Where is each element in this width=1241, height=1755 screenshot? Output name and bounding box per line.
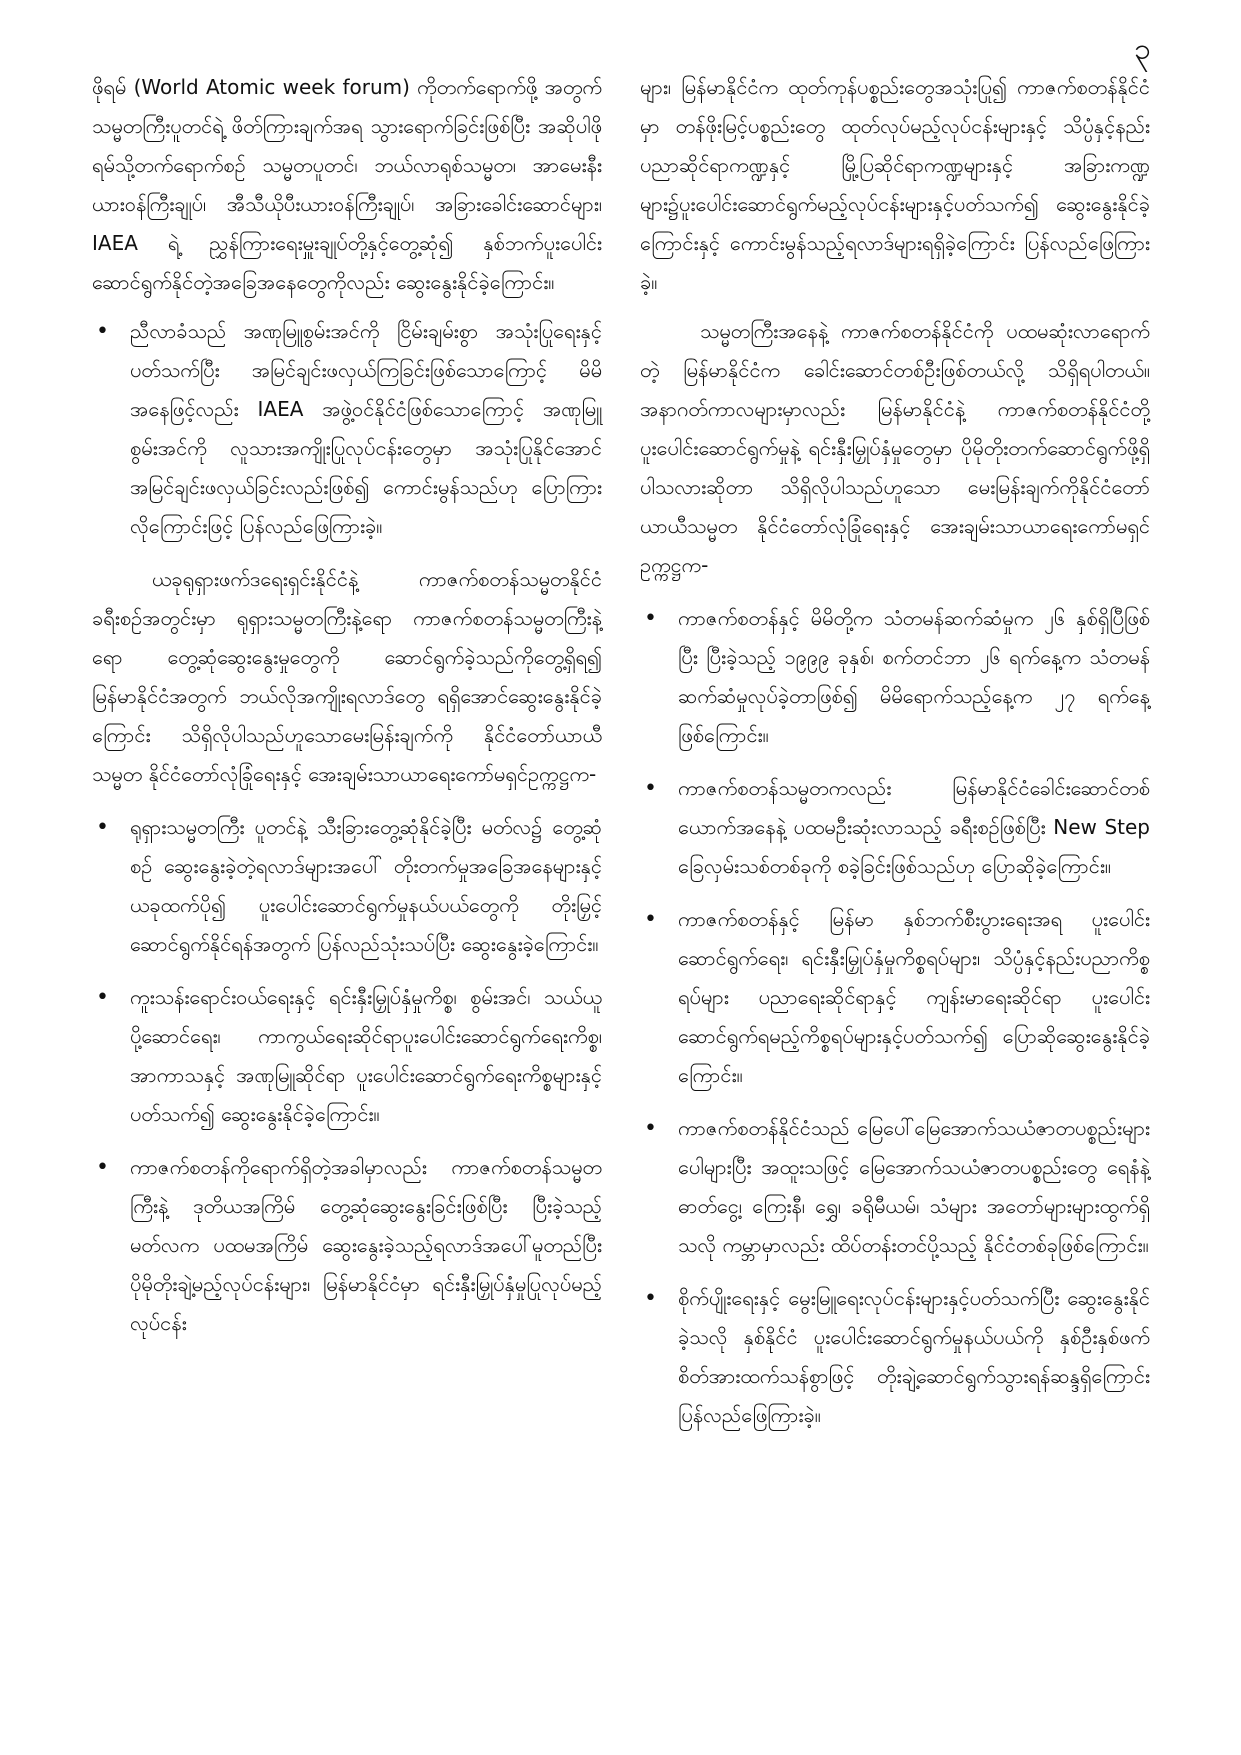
list-item	[640, 599, 1150, 755]
right-column	[640, 68, 1150, 1449]
paragraph-continued: များ၊ မြန်မာနိုင်ငံက ထုတ်ကုန်ပစ္စည်းတွေအသုံးပြု၍ ကာဇက်စတန်နိုင်ငံမှာ တန်ဖိုးမြင့်ပစ္စည်းတွေ ထုတ်လုပ်မည့်လုပ်ငန်းများနှင့် သိပ္ပံနှင့်နည်းပညာဆိုင်ရာကဏ္ဍနှင့် မြို့ပြဆိုင်ရာကဏ္ဍများနှင့် အခြားကဏ္ဍများ၌ပူးပေါင်းဆောင်ရွက်မည့်လုပ်ငန်းများနှင့်ပတ်သက်၍ ဆွေးနွေးနိုင်ခဲ့ကြောင်းနှင့် ကောင်းမွန်သည့်ရလာဒ်များရရှိခဲ့ကြောင်း ပြန်လည်ဖြေကြားခဲ့။	[640, 75, 1150, 294]
paragraph-continued: ဖိုရမ် (World Atomic week forum) ကိုတက်ရောက်ဖို့ အတွက် သမ္မတကြီးပူတင်ရဲ့ ဖိတ်ကြားချက်အရ သွားရောက်ခြင်းဖြစ်ပြီး အဆိုပါဖိုရမ်သို့တက်ရောက်စဉ် သမ္မတပူတင်၊ ဘယ်လာရုစ်သမ္မတ၊ အာမေးနီးယားဝန်ကြီးချုပ်၊ အီသီယိုပီးယားဝန်ကြီးချုပ်၊ အခြားခေါင်းဆောင်များ၊ IAEA ရဲ့ ညွှန်ကြားရေးမှူးချုပ်တို့နှင့်တွေ့ဆုံ၍ နှစ်ဘက်ပူးပေါင်းဆောင်ရွက်နိုင်တဲ့အခြေအနေတွေကိုလည်း ဆွေးနွေးနိုင်ခဲ့ကြောင်း။	[92, 75, 602, 294]
bullet-icon: •	[644, 606, 657, 631]
bullet-icon: •	[644, 1116, 657, 1141]
list-item	[640, 769, 1150, 886]
list-item-text: ကာဇက်စတန်နှင့် မိမိတို့က သံတမန်ဆက်ဆံမှုက ၂၆ နှစ်ရှိပြီဖြစ်ပြီး ပြီးခဲ့သည့် ၁၉၉၉ ခုနှစ်၊ စက်တင်ဘာ ၂၆ ရက်နေ့က သံတမန်ဆက်ဆံမှုလုပ်ခဲ့တာဖြစ်၍ မိမိရောက်သည့်နေ့က ၂၇ ရက်နေ့ဖြစ်ကြောင်း။	[678, 606, 1150, 747]
list-item-text: စိုက်ပျိုးရေးနှင့် မွေးမြူရေးလုပ်ငန်းများနှင့်ပတ်သက်ပြီး ဆွေးနွေးနိုင်ခဲ့သလို နှစ်နိုင်ငံ ပူးပေါင်းဆောင်ရွက်မှုနယ်ပယ်ကို နှစ်ဦးနှစ်ဖက် စိတ်အားထက်သန်စွာဖြင့် တိုးချဲ့ဆောင်ရွက်သွားရန်ဆန္ဒရှိကြောင်း ပြန်လည်ဖြေကြားခဲ့။	[678, 1286, 1150, 1427]
bullet-icon: •	[96, 815, 109, 840]
page-number: ၃	[1134, 32, 1151, 67]
list-item	[640, 1109, 1150, 1265]
list-item-text: ကာဇက်စတန်နိုင်ငံသည် မြေပေါ်မြေအောက်သယံဇာတပစ္စည်းများပေါများပြီး အထူးသဖြင့် မြေအောက်သယံဇာတပစ္စည်းတွေ ရေနံနဲ့ဓာတ်ငွေ့၊ ကြေးနီ၊ ရွှေ၊ ခရိုမီယမ်၊ သံများ အတော်များများထွက်ရှိသလို ကမ္ဘာမှာလည်း ထိပ်တန်းတင်ပို့သည့် နိုင်ငံတစ်ခုဖြစ်ကြောင်း။	[678, 1116, 1150, 1257]
list-item-text: ရုရှားသမ္မတကြီး ပူတင်နဲ့ သီးခြားတွေ့ဆုံနိုင်ခဲ့ပြီး မတ်လ၌ တွေ့ဆုံစဉ် ဆွေးနွေးခဲ့တဲ့ရလာဒ်များအပေါ် တိုးတက်မှုအခြေအနေများနှင့် ယခုထက်ပို၍ ပူးပေါင်းဆောင်ရွက်မှုနယ်ပယ်တွေကို တိုးမြှင့်ဆောင်ရွက်နိုင်ရန်အတွက် ပြန်လည်သုံးသပ်ပြီး ဆွေးနွေးခဲ့ကြောင်း။	[130, 815, 602, 956]
list-item-text: ကာဇက်စတန်နှင့် မြန်မာ နှစ်ဘက်စီးပွားရေးအရ ပူးပေါင်းဆောင်ရွက်ရေး၊ ရင်းနှီးမြှုပ်နှံမှုကိစ္စရပ်များ၊ သိပ္ပံနှင့်နည်းပညာကိစ္စရပ်များ ပညာရေးဆိုင်ရာနှင့် ကျန်းမာရေးဆိုင်ရာ ပူးပေါင်းဆောင်ရွက်ရမည့်ကိစ္စရပ်များနှင့်ပတ်သက်၍ ပြောဆိုဆွေးနွေးနိုင်ခဲ့ကြောင်း။	[678, 907, 1150, 1087]
bullet-list	[92, 808, 602, 1343]
bullet-icon: •	[96, 985, 109, 1010]
list-item	[92, 312, 602, 546]
list-item	[92, 1148, 602, 1343]
list-item-text: ညီလာခံသည် အဏုမြူစွမ်းအင်ကို ငြိမ်းချမ်းစွာ အသုံးပြုရေးနှင့်ပတ်သက်ပြီး အမြင်ချင်းဖလှယ်ကြခြင်းဖြစ်သောကြောင့် မိမိအနေဖြင့်လည်း IAEA အဖွဲ့ဝင်နိုင်ငံဖြစ်သောကြောင့် အဏုမြူစွမ်းအင်ကို လူသားအကျိုးပြုလုပ်ငန်းတွေမှာ အသုံးပြုနိုင်အောင် အမြင်ချင်းဖလှယ်ခြင်းလည်းဖြစ်၍ ကောင်းမွန်သည်ဟု ပြောကြားလိုကြောင်းဖြင့် ပြန်လည်ဖြေကြားခဲ့။	[130, 319, 602, 538]
bullet-icon: •	[96, 1155, 109, 1180]
paragraph: သမ္မတကြီးအနေနဲ့ ကာဇက်စတန်နိုင်ငံကို ပထမဆုံးလာရောက်တဲ့ မြန်မာနိုင်ငံက ခေါင်းဆောင်တစ်ဦးဖြစ်တယ်လို့ သိရှိရပါတယ်။ အနာဂတ်ကာလများမှာလည်း မြန်မာနိုင်ငံနဲ့ ကာဇက်စတန်နိုင်ငံတို့ ပူးပေါင်းဆောင်ရွက်မှုနဲ့ ရင်းနှီးမြှုပ်နှံမှုတွေမှာ ပိုမိုတိုးတက်ဆောင်ရွက်ဖို့ရှိပါသလားဆိုတာ သိရှိလိုပါသည်ဟူသော မေးမြန်းချက်ကိုနိုင်ငံတော်ယာယီသမ္မတ နိုင်ငံတော်လုံခြုံရေးနှင့် အေးချမ်းသာယာရေးကော်မရှင်ဥက္ကဋ္ဌက-	[640, 319, 1150, 577]
bullet-icon: •	[96, 319, 109, 344]
list-item	[92, 808, 602, 964]
list-item	[640, 1279, 1150, 1435]
list-item	[92, 978, 602, 1134]
list-item-text: ကာဇက်စတန်သမ္မတကလည်း မြန်မာနိုင်ငံခေါင်းဆောင်တစ်ယောက်အနေနဲ့ ပထမဦးဆုံးလာသည့် ခရီးစဉ်ဖြစ်ပြီး New Step ခြေလှမ်းသစ်တစ်ခုကို စခဲ့ခြင်းဖြစ်သည်ဟု ပြောဆိုခဲ့ကြောင်း။	[678, 776, 1150, 878]
bullet-icon: •	[644, 907, 657, 932]
paragraph: ယခုရုရှားဖက်ဒရေးရှင်းနိုင်ငံနဲ့ ကာဇက်စတန်သမ္မတနိုင်ငံ ခရီးစဉ်အတွင်းမှာ ရုရှားသမ္မတကြီးနဲ့ရော ကာဇက်စတန်သမ္မတကြီးနဲ့ရော တွေ့ဆုံဆွေးနွေးမှုတွေကို ဆောင်ရွက်ခဲ့သည်ကိုတွေ့ရှိရ၍ မြန်မာနိုင်ငံအတွက် ဘယ်လိုအကျိုးရလာဒ်တွေ ရရှိအောင်ဆွေးနွေးနိုင်ခဲ့ကြောင်း သိရှိလိုပါသည်ဟူသောမေးမြန်းချက်ကို နိုင်ငံတော်ယာယီသမ္မတ နိုင်ငံတော်လုံခြုံရေးနှင့် အေးချမ်းသာယာရေးကော်မရှင်ဥက္ကဋ္ဌက-	[92, 567, 602, 786]
left-column	[92, 68, 602, 1357]
bullet-list	[640, 599, 1150, 1435]
list-item-text: ကာဇက်စတန်ကိုရောက်ရှိတဲ့အခါမှာလည်း ကာဇက်စတန်သမ္မတကြီးနဲ့ ဒုတိယအကြိမ် တွေ့ဆုံဆွေးနွေးခြင်းဖြစ်ပြီး ပြီးခဲ့သည့် မတ်လက ပထမအကြိမ် ဆွေးနွေးခဲ့သည့်ရလာဒ်အပေါ်မူတည်ပြီး ပိုမိုတိုးချဲ့မည့်လုပ်ငန်းများ၊ မြန်မာနိုင်ငံမှာ ရင်းနှီးမြှုပ်နှံမှုပြုလုပ်မည့်လုပ်ငန်း	[130, 1155, 602, 1335]
bullet-icon: •	[644, 1286, 657, 1311]
bullet-list	[92, 312, 602, 546]
bullet-icon: •	[644, 776, 657, 801]
list-item-text: ကူးသန်းရောင်းဝယ်ရေးနှင့် ရင်းနှီးမြှုပ်နှံမှုကိစ္စ၊ စွမ်းအင်၊ သယ်ယူပို့ဆောင်ရေး၊ ကာကွယ်ရေးဆိုင်ရာပူးပေါင်းဆောင်ရွက်ရေးကိစ္စ၊ အာကာသနှင့် အဏုမြူဆိုင်ရာ ပူးပေါင်းဆောင်ရွက်ရေးကိစ္စများနှင့်ပတ်သက်၍ ဆွေးနွေးနိုင်ခဲ့ကြောင်း။	[130, 985, 602, 1126]
list-item	[640, 900, 1150, 1095]
